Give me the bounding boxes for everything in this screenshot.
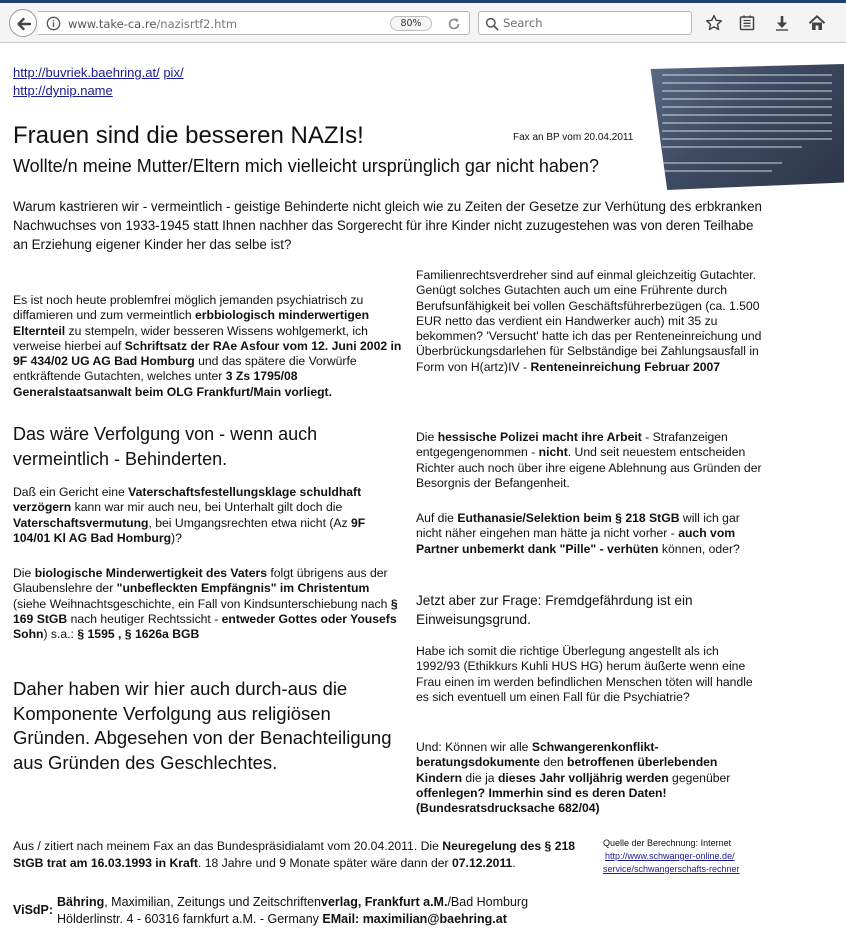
memorial-plaque-photo — [636, 64, 844, 190]
reload-icon[interactable] — [446, 16, 462, 32]
source-note — [603, 837, 763, 876]
url-text[interactable] — [68, 17, 237, 31]
source-label: Quelle der Berechnung: Internet — [603, 838, 732, 848]
browser-toolbar — [0, 3, 846, 43]
left-heading-1: Das wäre Verfolgung von - wenn auch vermeintlich - Behinderten. — [13, 424, 318, 469]
visdp-label: ViSdP: — [13, 903, 54, 917]
fax-note: Fax an BP vom 20.04.2011 — [513, 132, 634, 143]
header-links — [13, 64, 184, 100]
link-pix[interactable]: pix/ — [163, 65, 184, 80]
search-bar[interactable] — [478, 11, 692, 35]
link-buvriek[interactable]: http://buvriek.baehring.at/ — [13, 65, 160, 80]
home-icon[interactable] — [808, 14, 826, 32]
left-paragraph-3: Die biologische Minderwertigkeit des Vaters folgt übrigens aus der Glaubenslehre der "unbefleckten Empfängnis" im Christentum (siehe Weihnachtsgeschichte, ein Fall von Kindsunterschiebung nach § 169 StGB nach heutiger Rechtssicht - entweder Gottes oder Yousefs Sohn) s.a.: § 1595 , § 1626a BGB — [13, 566, 398, 642]
search-icon — [485, 17, 499, 31]
url-host: www.take-ca.re — [68, 17, 157, 31]
bookmark-star-icon[interactable] — [705, 14, 723, 32]
page-content — [0, 44, 846, 934]
imprint-address: Bähring, Maximilian, Zeitungs und Zeitschriftenverlag, Frankfurt a.M./Bad Homburg Hölderlinstr. 4 - 60316 farnkfurt a.M. - Germany EMail: maximilian@baehring.at — [57, 895, 529, 926]
zoom-level-badge[interactable]: 80% — [390, 16, 432, 31]
right-paragraph-2: Die hessische Polizei macht ihre Arbeit - Strafanzeigen entgegengenommen - nicht. Und seit neuestem entscheiden Richter auch noch über ihre eigene Ablehnung aus Gründen der Besorgnis der Befangenheit. — [416, 430, 762, 490]
right-paragraph-3: Auf die Euthanasie/Selektion beim § 218 StGB will ich gar nicht näher eingehen man hätte ja nicht vorher - auch vom Partner unbemerkt dank "Pille" - verhüten können, oder? — [416, 511, 740, 556]
link-dynip[interactable]: http://dynip.name — [13, 83, 113, 98]
left-paragraph-2: Daß ein Gericht eine Vaterschaftsfestellungsklage schuldhaft verzögern kann war mir auch neu, bei Unterhalt gilt doch die Vaterschaftsvermutung, bei Umgangsrechten etwa nicht (Az 9F 104/01 Kl AG Bad Homburg)? — [13, 485, 366, 545]
intro-paragraph: Warum kastrieren wir - vermeintlich - geistige Behinderte nicht gleich wie zu Zeiten der Gesetze zur Verhütung des erbkranken Nachwuchses von 1933-1945 statt Ihnen nachher das Sorgerecht für ihre Kinder nicht zuzugestehen was von deren Teilhabe an Erziehung eigener Kinder her das selbe ist? — [13, 199, 762, 252]
back-button[interactable] — [9, 9, 37, 37]
back-arrow-icon — [15, 15, 33, 33]
right-paragraph-4: Jetzt aber zur Frage: Fremdgefährdung ist ein Einweisungsgrund. — [416, 593, 693, 627]
source-link-1[interactable]: http://www.schwanger-online.de/ — [605, 851, 735, 861]
footer-paragraph: Aus / zitiert nach meinem Fax an das Bundespräsidialamt vom 20.04.2011. Die Neuregelung des § 218 StGB trat am 16.03.1993 in Kraft. 18 Jahre und 9 Monate später wäre dann der 07.12.2011. — [13, 839, 576, 870]
right-paragraph-1: Familienrechtsverdreher sind auf einmal gleichzeitig Gutachter. Genügt solches Gutachten auch um eine Frührente durch Berufsunfähigkeit bei vollen Geschäftsführerbezügen (ca. 1.500 EUR netto das verdient ein Handwerker auch) mit 35 zu bekommen? 'Versucht' hatte ich das per Renteneinreichung und Überbrückungsdarlehen für Selbständige bei Zahlungsausfall in Form von H(artz)IV - Renteneinreichung Februar 2007 — [416, 268, 762, 374]
search-input[interactable] — [503, 15, 687, 31]
page-title: Frauen sind die besseren NAZIs! — [13, 122, 364, 149]
info-icon[interactable] — [46, 16, 61, 31]
right-paragraph-5: Habe ich somit die richtige Überlegung angestellt als ich 1992/93 (Ethikkurs Kuhli HUS HG) herum äußerte wenn eine Frau einen im werden befindlichen Menschen töten will handle es sich eventuell um einen Fall für die Psychiatrie? — [416, 644, 753, 704]
source-link-2[interactable]: service/schwangerschafts-rechner — [603, 864, 740, 874]
reading-list-icon[interactable] — [738, 14, 756, 32]
address-bar[interactable] — [38, 11, 470, 35]
left-paragraph-1: Es ist noch heute problemfrei möglich jemanden psychiatrisch zu diffamieren und zum vermeintlich erbbiologisch minderwertigen Elternteil zu stempeln, wider besseren Wissens wohlgemerkt, ich verweise hierbei auf Schriftsatz der RAe Asfour vom 12. Juni 2002 in 9F 434/02 UG AG Bad Homburg und das spätere die Vorwürfe entkräftende Gutachten, welches unter 3 Zs 1795/08 Generalstaatsanwalt beim OLG Frankfurt/Main vorliegt. — [13, 293, 402, 399]
left-heading-2: Daher haben wir hier auch durch-aus die Komponente Verfolgung aus religiösen Gründen. Abgesehen von der Benachteiligung aus Gründen des Geschlechtes. — [13, 678, 392, 773]
page-subtitle: Wollte/n meine Mutter/Eltern mich vielleicht ursprünglich gar nicht haben? — [13, 156, 599, 176]
download-icon[interactable] — [773, 14, 791, 32]
email-address[interactable]: maximilian@baehring.at — [362, 912, 507, 926]
url-path: /nazisrtf2.htm — [156, 17, 238, 31]
right-paragraph-6: Und: Können wir alle Schwangerenkonflikt-beratungsdokumente den betroffenen überlebenden Kindern die ja dieses Jahr volljährig werden gegenüber offenlegen? Immerhin sind es deren Daten! (Bundesratsdrucksache 682/04) — [416, 740, 731, 816]
